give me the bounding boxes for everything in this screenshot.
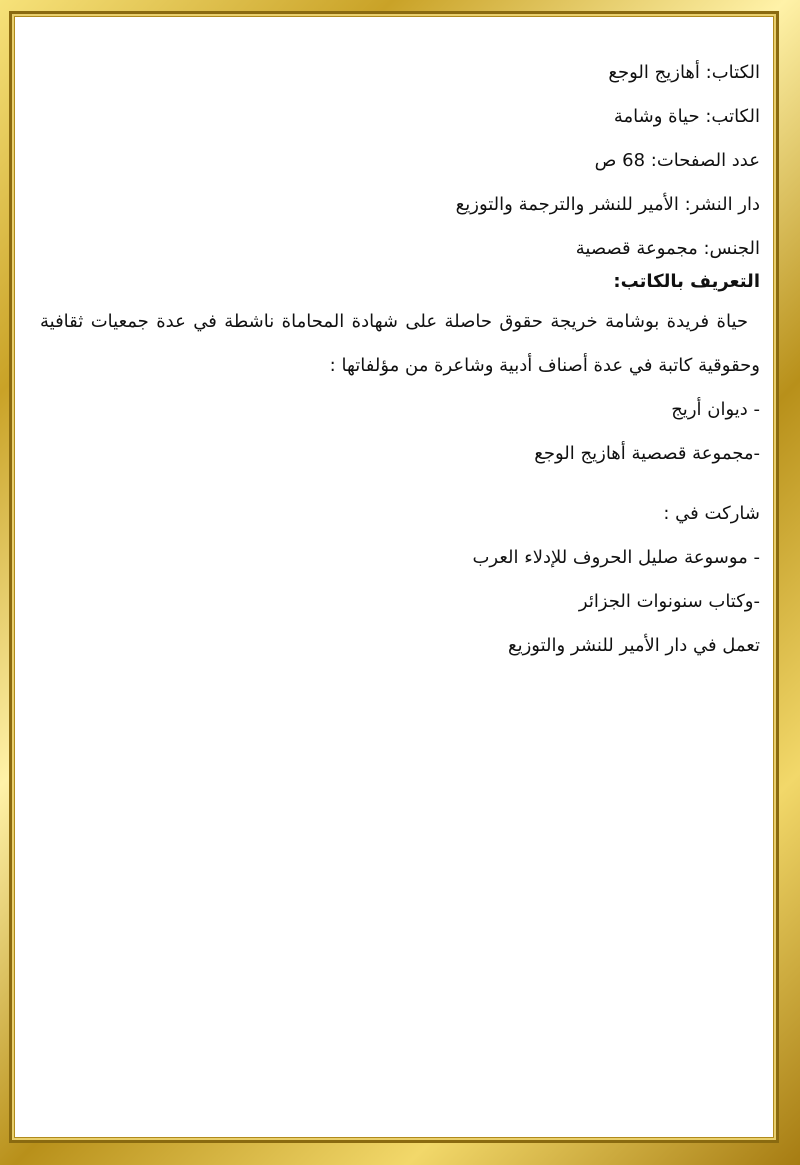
work-item: - ديوان أريج [671, 399, 760, 420]
page-sheet [9, 11, 779, 1143]
pages-line: عدد الصفحات: 68 ص [594, 150, 760, 171]
participation-item: -وكتاب سنونوات الجزائر [578, 591, 760, 612]
genre-line: الجنس: مجموعة قصصية [575, 238, 760, 259]
works-at-line: تعمل في دار الأمير للنشر والتوزيع [508, 635, 760, 656]
participation-item: - موسوعة صليل الحروف للإدلاء العرب [472, 547, 760, 568]
spacer [40, 476, 760, 492]
author-line: الكاتب: حياة وشامة [613, 106, 760, 127]
document-body [40, 44, 760, 668]
book-title-line: الكتاب: أهازيج الوجع [608, 62, 760, 83]
work-item: -مجموعة قصصية أهازيج الوجع [534, 443, 760, 464]
author-bio-paragraph: حياة فريدة بوشامة خريجة حقوق حاصلة على شهادة المحاماة ناشطة في عدة جمعيات ثقافية وحقوقية كاتبة في عدة أصناف أدبية وشاعرة من مؤلفاتها : [40, 311, 760, 376]
about-author-heading: التعريف بالكاتب: [613, 271, 760, 292]
participated-label: شاركت في : [663, 503, 760, 524]
publisher-line: دار النشر: الأمير للنشر والترجمة والتوزيع [455, 194, 760, 215]
